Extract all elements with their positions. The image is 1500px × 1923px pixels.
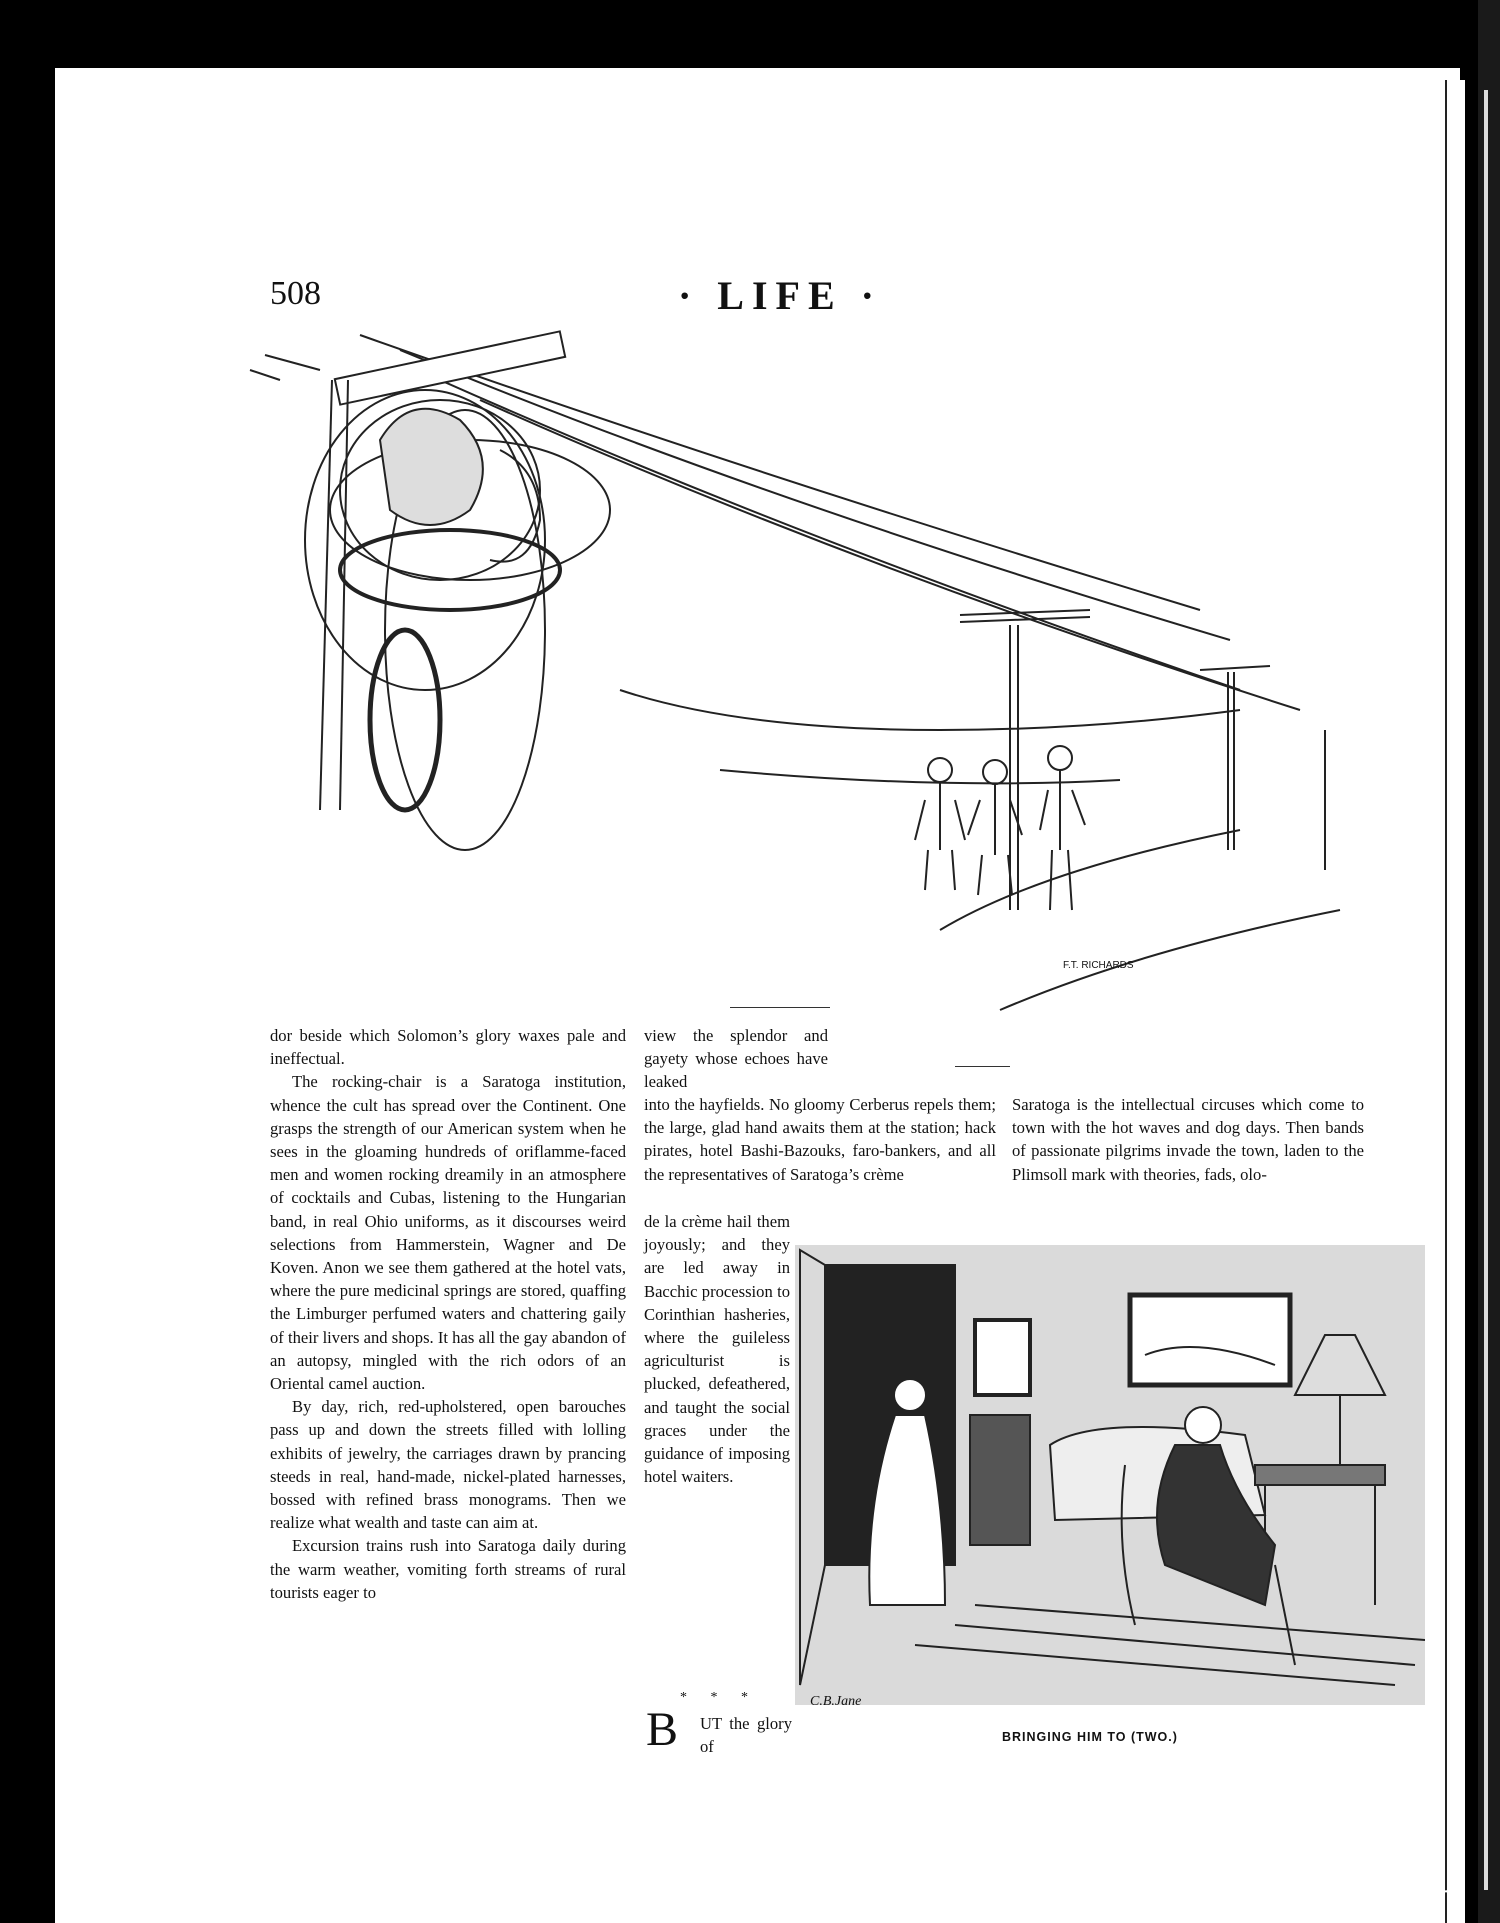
page-spine [1445,80,1465,1923]
parlor-scene-illustration [795,1245,1425,1705]
paragraph-start: UT the glory of [700,1714,792,1756]
divider-rule [730,1007,830,1008]
page-number: 508 [270,275,321,312]
paragraph: dor beside which Solomon’s glory waxes pale and ineffectual. [270,1026,626,1069]
divider-rule [955,1066,1010,1067]
illustrator-signature-bottom: C.B.Jane [810,1694,862,1709]
text-column-1 [270,1024,626,1604]
paragraph: By day, rich, red-upholstered, open barouches pass up and down the streets filled with lolling exhibits of jewelry, the carriages drawn by prancing steeds in real, hand-made, nickel-plated harnesses, bossed with refined brass monograms. Then we realize what wealth and taste can aim at. [270,1397,626,1533]
section-stars: * * * [680,1690,758,1705]
text-column-2-mid: into the hayfields. No gloomy Cerberus repels them; the large, glad hand awaits them at the station; hack pirates, hotel Bashi-Bazouks, faro-bankers, and all the representatives of Saratoga’s crème [644,1095,996,1184]
illustrator-signature-top: F.T. RICHARDS [1063,960,1134,971]
paragraph: Excursion trains rush into Saratoga daily during the warm weather, vomiting forth streams of rural tourists eager to [270,1536,626,1602]
book-edge [1478,0,1500,1923]
text-column-3: Saratoga is the intellectual circuses which come to town with the hot waves and dog days. Then bands of passionate pilgrims invade the town, laden to the Plimsoll mark with theories, fads, olo- [1012,1095,1364,1184]
paragraph: The rocking-chair is a Saratoga institution, whence the cult has spread over the Continent. One grasps the strength of our American system when he sees in the gloaming hundreds of oriflamme-faced men and women rocking dreamily in an atmosphere of cocktails and Cubas, listening to the Hungarian band, in real Ohio uniforms, as it discourses weird selections from Hammerstein, Wagner and De Koven. Anon we see them gathered at the hotel vats, where the pure medicinal springs are stored, quaffing the Limburger perfumed waters and chattering gaily of their livers and shops. It has all the gay abandon of an autopsy, mingled with the rich odors of an Oriental camel auction. [270,1072,626,1394]
book-edge-line [1484,90,1488,1890]
masthead-title: · LIFE · [677,273,883,318]
text-column-2-narrow: de la crème hail them joyously; and they are led away in Bacchic procession to Corinthian hasheries, where the guileless agriculturist is plucked, defeathered, and taught the social graces under the guidance of imposing hotel waiters. [644,1212,790,1487]
drop-initial: B [646,1703,679,1756]
watermark: comicbooks.com [1230,1880,1454,1913]
text-column-2-top: view the splendor and gayety whose echoes have leaked [644,1026,828,1092]
telephone-pole-illustration [240,310,1400,1070]
illustration-caption: BRINGING HIM TO (TWO.) [1002,1730,1178,1744]
